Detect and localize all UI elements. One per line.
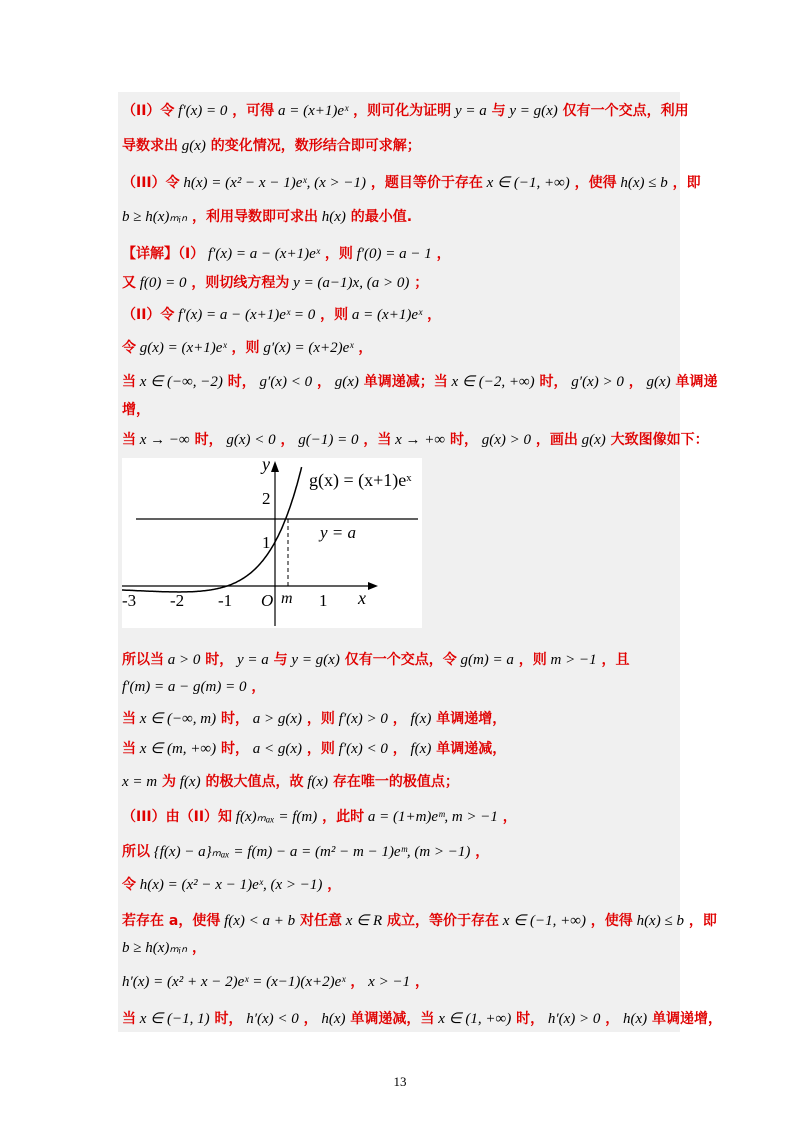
math-expression: a = (x+1)eˣ <box>348 307 423 323</box>
text-segment: 所以 <box>122 844 150 860</box>
math-expression: g(x) > 0 <box>477 432 532 448</box>
math-expression: f′(x) < 0 <box>334 741 388 757</box>
math-expression: a = (x+1)eˣ <box>274 103 349 119</box>
text-segment: 仅有一个交点，令 <box>339 652 457 668</box>
text-segment: ， <box>431 246 451 262</box>
math-expression: h(x) <box>619 1011 648 1027</box>
math-expression: x ∈ (−1, +∞) <box>499 913 586 929</box>
y-axis-arrow <box>271 461 279 472</box>
math-expression: g(m) = a <box>456 652 514 668</box>
x-tick-label: -3 <box>122 591 137 610</box>
text-line <box>122 649 630 671</box>
text-segment: 当 <box>122 711 136 727</box>
text-segment: ，则 <box>302 711 335 727</box>
text-line <box>122 304 441 326</box>
math-expression: h(x) ≤ b <box>632 913 684 929</box>
text-segment: ，则 <box>315 307 349 323</box>
math-expression: y = g(x) <box>505 103 558 119</box>
text-segment: ； <box>409 275 429 291</box>
math-expression: x ∈ (1, +∞) <box>434 1011 512 1027</box>
text-segment: 当 <box>122 374 136 390</box>
x-axis-label: x <box>358 588 366 608</box>
text-segment: ，当 <box>358 432 392 448</box>
math-expression: h(x) <box>317 209 346 225</box>
text-segment: ， <box>312 374 331 390</box>
text-segment: ，使得 <box>569 175 617 191</box>
text-segment: 【详解】（I） <box>122 246 205 262</box>
math-expression: b ≥ h(x)ₘᵢₙ <box>122 209 188 225</box>
text-line <box>122 708 506 730</box>
y-tick-label: 2 <box>262 489 271 508</box>
x-tick-marks <box>122 591 328 610</box>
text-segment: 若存在 a，使得 <box>122 913 221 929</box>
math-expression: y = a <box>233 652 269 668</box>
text-line <box>122 971 429 993</box>
math-expression: x ∈ (−2, +∞) <box>447 374 535 390</box>
text-segment: 时， <box>200 652 234 668</box>
text-segment: 对任意 <box>295 913 343 929</box>
text-segment: ， <box>600 1011 620 1027</box>
math-expression: f(x) <box>406 711 432 727</box>
text-segment: ， <box>298 1011 318 1027</box>
line-a-label: y = a <box>320 523 357 542</box>
math-expression: g(x) < 0 <box>222 432 276 448</box>
text-line <box>122 172 701 194</box>
text-segment: ，则切线方程为 <box>186 275 290 291</box>
text-line <box>122 206 412 228</box>
math-expression: f′(0) = a − 1 <box>352 246 432 262</box>
math-expression: h′(x) > 0 <box>544 1011 601 1027</box>
text-segment: ， <box>387 741 407 757</box>
math-expression: g′(x) < 0 <box>255 374 313 390</box>
m-label: m <box>281 590 293 607</box>
y-tick-marks <box>262 489 271 552</box>
text-segment: 又 <box>122 275 136 291</box>
math-expression: h(x) <box>317 1011 346 1027</box>
text-segment: 当 <box>122 741 136 757</box>
math-expression: a = (1+m)eᵐ, m > −1 <box>364 809 498 825</box>
text-segment: 单调递减；当 <box>358 374 448 390</box>
math-expression: a > 0 <box>164 652 201 668</box>
math-expression: x ∈ (m, +∞) <box>136 741 217 757</box>
text-segment: ， <box>353 340 373 356</box>
math-expression: f(x) <box>176 774 201 790</box>
text-segment: （II）令 <box>122 103 175 119</box>
text-segment: ， <box>322 877 342 893</box>
math-expression: x ∈ R <box>342 913 383 929</box>
text-segment: ， <box>187 940 206 956</box>
text-segment: 的极大值点，故 <box>200 774 304 790</box>
text-segment: ，此时 <box>317 809 365 825</box>
text-segment: 时， <box>222 374 256 390</box>
text-segment: 时， <box>189 432 223 448</box>
math-expression: g(x) <box>642 374 671 390</box>
math-expression: x ∈ (−∞, m) <box>136 711 217 727</box>
text-line <box>122 771 459 793</box>
math-expression: g(x) = (x+1)eˣ <box>136 340 227 356</box>
text-segment: （III）令 <box>122 175 180 191</box>
text-segment: 令 <box>122 877 136 893</box>
text-line <box>122 337 372 359</box>
text-segment: 导数求出 <box>122 138 178 154</box>
math-expression: f(x) <box>406 741 432 757</box>
text-line <box>122 100 689 122</box>
graph-figure <box>122 458 422 628</box>
math-expression: f(0) = 0 <box>136 275 187 291</box>
curve-label: g(x) = (x+1)eˣ <box>309 470 412 490</box>
math-expression: x ∈ (−1, +∞) <box>482 175 570 191</box>
x-tick-label: 1 <box>319 591 328 610</box>
text-segment: ， <box>497 809 517 825</box>
text-segment: ， <box>623 374 643 390</box>
math-expression: x ∈ (−∞, −2) <box>136 374 223 390</box>
text-segment: 所以当 <box>122 652 164 668</box>
text-segment: ，且 <box>596 652 630 668</box>
text-segment: 当 <box>122 432 136 448</box>
math-expression: x → −∞ <box>136 432 190 448</box>
math-expression: y = a <box>451 103 487 119</box>
text-segment: 存在唯一的极值点； <box>328 774 459 790</box>
text-segment: ，则 <box>319 246 353 262</box>
text-segment: 的变化情况，数形结合即可求解； <box>205 138 421 154</box>
text-segment: ， <box>470 844 490 860</box>
math-expression: h′(x) < 0 <box>242 1011 299 1027</box>
text-line <box>122 1008 722 1030</box>
math-expression: g′(x) = (x+2)eˣ <box>259 340 354 356</box>
math-expression: m > −1 <box>546 652 597 668</box>
text-segment: ，即 <box>683 913 717 929</box>
text-line <box>122 429 709 451</box>
math-expression: a > g(x) <box>249 711 303 727</box>
math-expression: x ∈ (−1, 1) <box>136 1011 210 1027</box>
math-expression: g′(x) > 0 <box>567 374 624 390</box>
text-segment: ， <box>422 307 442 323</box>
text-line <box>122 937 206 959</box>
math-expression: x = m <box>122 774 158 790</box>
math-expression: f′(x) = 0 <box>174 103 228 119</box>
origin-label: O <box>261 591 274 610</box>
math-expression: x > −1 <box>364 974 411 990</box>
math-expression: a < g(x) <box>249 741 303 757</box>
text-segment: ，题目等价于存在 <box>366 175 483 191</box>
text-segment: ， <box>387 711 407 727</box>
graph-svg <box>122 458 422 628</box>
text-segment: ，画出 <box>531 432 578 448</box>
text-segment: 时， <box>216 711 249 727</box>
text-segment: 仅有一个交点，利用 <box>557 103 689 119</box>
text-segment: 单调递减，当 <box>345 1011 435 1027</box>
text-line <box>122 676 265 698</box>
text-segment: 时， <box>216 741 249 757</box>
text-segment: ， <box>246 679 266 695</box>
text-line <box>122 841 489 863</box>
text-line <box>122 272 428 294</box>
text-segment: ， <box>345 974 365 990</box>
y-tick-label: 1 <box>262 533 271 552</box>
text-segment: 时， <box>445 432 478 448</box>
text-segment: ，则 <box>302 741 335 757</box>
math-expression: g(x) <box>577 432 606 448</box>
text-segment: 成立，等价于存在 <box>382 913 500 929</box>
text-segment: 单调递减， <box>431 741 507 757</box>
math-expression: f′(m) = a − g(m) = 0 <box>122 679 247 695</box>
text-segment: ，则可化为证明 <box>348 103 452 119</box>
math-expression: h(x) ≤ b <box>616 175 668 191</box>
text-segment: 单调递 <box>670 374 718 390</box>
math-expression: b ≥ h(x)ₘᵢₙ <box>122 940 188 956</box>
text-segment: 时， <box>534 374 568 390</box>
text-line <box>122 874 341 896</box>
math-expression: g(x) <box>330 374 359 390</box>
math-expression: h(x) = (x² − x − 1)eˣ, (x > −1) <box>136 877 323 893</box>
text-segment: ， <box>275 432 295 448</box>
y-axis-label: y <box>262 458 270 474</box>
math-expression: {f(x) − a}ₘₐₓ = f(m) − a = (m² − m − 1)eᵐ, (m > −1) <box>150 844 471 860</box>
text-line <box>122 806 517 828</box>
text-segment: （III）由（II）知 <box>122 809 233 825</box>
page-number: 13 <box>393 1074 407 1089</box>
math-expression: f′(x) = a − (x+1)eˣ <box>204 246 320 262</box>
x-axis-arrow <box>368 582 378 590</box>
text-segment: ，利用导数即可求出 <box>187 209 318 225</box>
math-expression: x → +∞ <box>391 432 446 448</box>
text-segment: 与 <box>486 103 506 119</box>
text-segment: 令 <box>122 340 136 356</box>
math-expression: y = (a−1)x, (a > 0) <box>289 275 410 291</box>
text-segment: 单调递增， <box>647 1011 723 1027</box>
text-segment: 时， <box>511 1011 545 1027</box>
math-expression: g(x) <box>178 138 206 154</box>
text-segment: ， <box>410 974 429 990</box>
text-segment: ，则 <box>226 340 260 356</box>
x-tick-label: -2 <box>170 591 185 610</box>
text-segment: ，可得 <box>227 103 275 119</box>
text-segment: 为 <box>157 774 176 790</box>
text-line <box>122 135 421 157</box>
text-segment: ，即 <box>667 175 701 191</box>
math-expression: f(x)ₘₐₓ = f(m) <box>232 809 318 825</box>
text-segment: 增， <box>122 402 150 418</box>
math-expression: f(x) < a + b <box>220 913 296 929</box>
text-segment: （II）令 <box>122 307 175 323</box>
math-expression: h′(x) = (x² + x − 2)eˣ = (x−1)(x+2)eˣ <box>122 974 346 990</box>
text-segment: 时， <box>209 1011 243 1027</box>
text-segment: 单调递增， <box>431 711 507 727</box>
math-expression: f(x) <box>303 774 329 790</box>
text-line <box>122 399 150 421</box>
text-segment: 的最小值. <box>345 209 413 225</box>
text-segment: 与 <box>268 652 288 668</box>
x-tick-label: -1 <box>218 591 233 610</box>
math-expression: h(x) = (x² − x − 1)eˣ, (x > −1) <box>179 175 366 191</box>
text-segment: ，使得 <box>585 913 633 929</box>
math-expression: f′(x) > 0 <box>334 711 388 727</box>
text-line <box>122 738 506 760</box>
text-line <box>122 910 717 932</box>
math-expression: g(−1) = 0 <box>294 432 359 448</box>
text-segment: 大致图像如下： <box>605 432 709 448</box>
text-segment: 当 <box>122 1011 136 1027</box>
text-line <box>122 371 718 393</box>
text-line <box>122 243 451 265</box>
text-segment: ，则 <box>513 652 547 668</box>
math-expression: y = g(x) <box>287 652 340 668</box>
math-expression: f′(x) = a − (x+1)eˣ = 0 <box>174 307 316 323</box>
